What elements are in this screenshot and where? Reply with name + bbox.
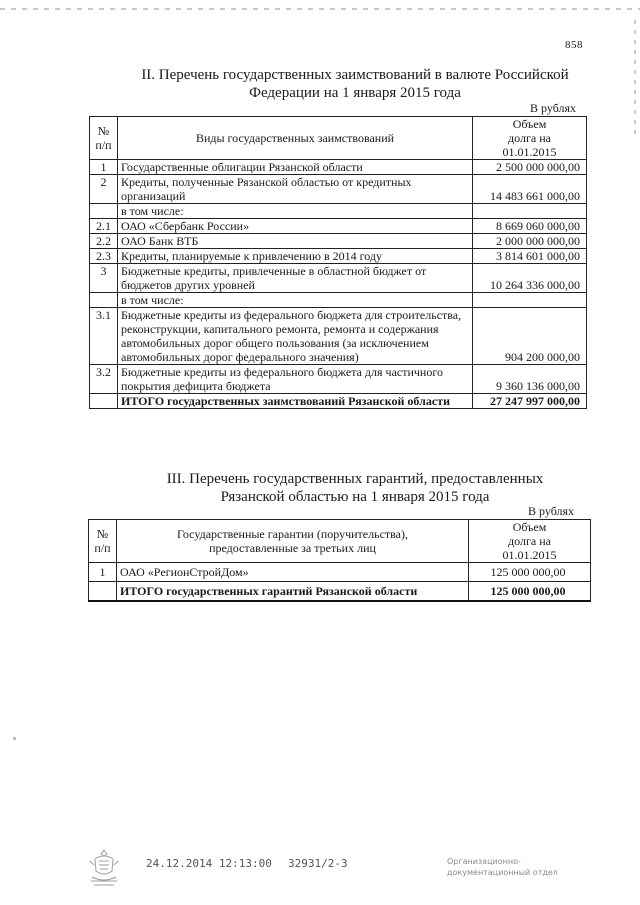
- row-amount: 904 200 000,00: [473, 308, 587, 365]
- row-name: в том числе:: [118, 204, 473, 219]
- row-number: [90, 293, 118, 308]
- row-number: 2.2: [90, 234, 118, 249]
- row-number: 3.1: [90, 308, 118, 365]
- department-stamp: [447, 856, 558, 878]
- table-row: [90, 249, 587, 264]
- row-number: 2: [90, 175, 118, 204]
- table-row: [90, 365, 587, 394]
- scan-speck: [13, 737, 16, 740]
- table-row: [90, 234, 587, 249]
- section-3-unit-label: В рублях: [528, 504, 575, 518]
- header-amount-line1: Объем: [512, 520, 547, 534]
- total-label: ИТОГО государственных гарантий Рязанской области: [117, 582, 469, 602]
- table-header-row: [90, 117, 587, 160]
- row-name: ОАО «Сбербанк России»: [118, 219, 473, 234]
- print-datetime: 24.12.2014 12:13:00: [146, 857, 272, 870]
- row-amount: 2 500 000 000,00: [473, 160, 587, 175]
- row-name: ОАО «РегионСтройДом»: [117, 563, 469, 582]
- table-row: [90, 160, 587, 175]
- section-2-title-line2: Федерации на 1 января 2015 года: [249, 85, 461, 101]
- row-number: 2.1: [90, 219, 118, 234]
- row-name: Бюджетные кредиты из федерального бюджета для строительства, реконструкции, капитального ремонта, ремонта и содержания автомобильных дорог общего пользования (за исключением автомобильных дорог федерального значения): [118, 308, 473, 365]
- table-total-row: [89, 582, 591, 602]
- row-number: 2.3: [90, 249, 118, 264]
- header-number-line2: п/п: [95, 138, 112, 152]
- page-number: 858: [565, 39, 583, 51]
- table-row: [90, 204, 587, 219]
- total-amount: 125 000 000,00: [469, 582, 591, 602]
- header-number-line1: №: [97, 124, 110, 138]
- borrowings-table: [89, 116, 587, 409]
- row-name: Кредиты, планируемые к привлечению в 2014 году: [118, 249, 473, 264]
- row-name: Государственные облигации Рязанской области: [118, 160, 473, 175]
- section-3-title: [110, 470, 600, 506]
- row-amount: 8 669 060 000,00: [473, 219, 587, 234]
- row-amount: 10 264 336 000,00: [473, 264, 587, 293]
- row-amount: 125 000 000,00: [469, 563, 591, 582]
- row-name: в том числе:: [118, 293, 473, 308]
- row-amount: 2 000 000 000,00: [473, 234, 587, 249]
- row-amount: 14 483 661 000,00: [473, 175, 587, 204]
- row-number: [90, 204, 118, 219]
- row-number: 1: [90, 160, 118, 175]
- header-type-cell: Виды государственных заимствований: [118, 117, 473, 160]
- header-amount-line2: долга на: [508, 131, 551, 145]
- header-type-cell: [117, 520, 469, 563]
- row-name: Бюджетные кредиты, привлеченные в областной бюджет от бюджетов других уровней: [118, 264, 473, 293]
- table-row: [90, 293, 587, 308]
- emblem-stamp-icon: [86, 847, 122, 887]
- section-2-unit-label: В рублях: [530, 101, 577, 115]
- header-number-cell: [90, 117, 118, 160]
- section-2-title: [110, 66, 600, 102]
- header-number-line2: п/п: [94, 541, 111, 555]
- row-name: Кредиты, полученные Рязанской областью от кредитных организаций: [118, 175, 473, 204]
- table-row: [90, 264, 587, 293]
- row-name: Бюджетные кредиты из федерального бюджета для частичного покрытия дефицита бюджета: [118, 365, 473, 394]
- header-number-line1: №: [96, 527, 109, 541]
- section-3-title-line1: III. Перечень государственных гарантий, предоставленных: [166, 471, 544, 487]
- row-amount: 3 814 601 000,00: [473, 249, 587, 264]
- header-amount-line2: долга на: [508, 534, 551, 548]
- row-name: ОАО Банк ВТБ: [118, 234, 473, 249]
- table-row: [90, 175, 587, 204]
- table-row: [89, 563, 591, 582]
- department-line2: документационный отдел: [447, 868, 558, 877]
- table-total-row: [90, 394, 587, 409]
- section-3-title-line2: Рязанской областью на 1 января 2015 года: [220, 489, 490, 505]
- total-amount: 27 247 997 000,00: [473, 394, 587, 409]
- row-amount: [473, 204, 587, 219]
- row-amount: 9 360 136 000,00: [473, 365, 587, 394]
- scan-edge-top: [0, 8, 640, 10]
- header-type-line2: предоставленные за третьих лиц: [209, 541, 376, 555]
- row-amount: [473, 293, 587, 308]
- guarantees-table: [88, 519, 591, 602]
- department-line1: Организационно-: [447, 857, 521, 866]
- header-type-line1: Государственные гарантии (поручительства),: [177, 527, 408, 541]
- total-label: ИТОГО государственных заимствований Рязанской области: [118, 394, 473, 409]
- table-row: [90, 219, 587, 234]
- section-2-title-line1: II. Перечень государственных заимствований в валюте Российской: [141, 67, 569, 83]
- row-number: 1: [89, 563, 117, 582]
- total-number-cell: [89, 582, 117, 602]
- header-amount-line1: Объем: [512, 117, 547, 131]
- document-code: 32931/2-3: [288, 857, 348, 870]
- header-amount-cell: [473, 117, 587, 160]
- row-number: 3.2: [90, 365, 118, 394]
- row-number: 3: [90, 264, 118, 293]
- header-number-cell: [89, 520, 117, 563]
- scan-edge-right: [634, 20, 636, 140]
- header-amount-line3: 01.01.2015: [502, 145, 557, 159]
- table-header-row: [89, 520, 591, 563]
- total-number-cell: [90, 394, 118, 409]
- header-amount-cell: [469, 520, 591, 563]
- header-amount-line3: 01.01.2015: [502, 548, 557, 562]
- table-row: [90, 308, 587, 365]
